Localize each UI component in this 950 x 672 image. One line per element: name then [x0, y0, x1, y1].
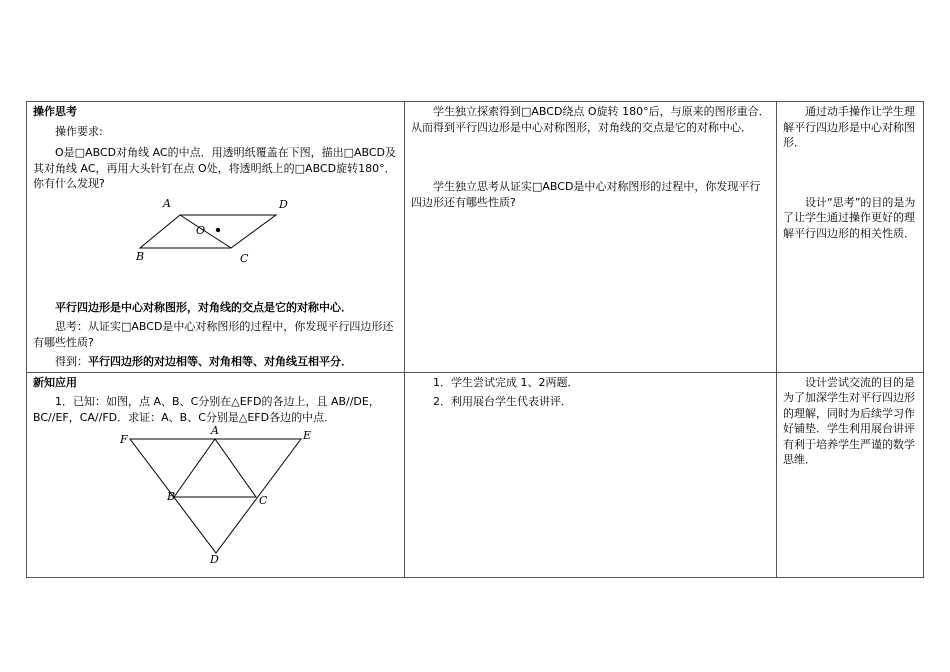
problem-text: 1．已知：如图，点 A、B、C分别在△EFD的各边上，且 AB//DE，BC//EF，CA//FD．求证：A、B、C分别是△EFD各边的中点．	[33, 395, 380, 424]
label-e: E	[303, 429, 312, 442]
label-a: A	[163, 196, 171, 210]
cell-design-intent-1	[777, 102, 924, 373]
think-paragraph	[33, 319, 398, 350]
label-d: D	[279, 197, 288, 211]
activity-para-2: 学生独立思考从证实□ABCD是中心对称图形的过程中，你发现平行四边形还有哪些性质?	[411, 180, 761, 209]
activity-para-1: 学生独立探索得到□ABCD绕点 O旋转 180°后，与原来的图形重合．从而得到平行四边形是中心对称图形，对角线的交点是它的对称中心．	[411, 105, 770, 134]
lesson-plan-table	[26, 101, 924, 578]
pin-point	[216, 227, 220, 231]
requirement-text: O是□ABCD对角线 AC的中点．用透明纸覆盖在下图，描出□ABCD及其对角线 AC，再用大头针钉在点 O处，将透明纸上的□ABCD旋转180°．你有什么发现?	[33, 146, 397, 190]
label-o: O	[196, 223, 206, 237]
cell-student-activity-1	[405, 102, 777, 373]
label-f: F	[120, 433, 128, 446]
diagonal-ac	[180, 215, 231, 248]
triangle-efd	[130, 439, 301, 553]
cell-content-operation	[27, 102, 405, 373]
think-prefix: 思考：	[55, 320, 88, 333]
section-heading-2: 新知应用	[33, 375, 77, 389]
label-c2: C	[259, 494, 268, 507]
label-c: C	[240, 251, 249, 265]
cell-design-intent-2	[777, 372, 924, 577]
intent-para-1: 通过动手操作让学生理解平行四边形是中心对称图形．	[783, 105, 915, 149]
think-text: 从证实□ABCD是中心对称图形的过程中，你发现平行四边形还有哪些性质?	[33, 320, 394, 349]
activity-item-2: 2．利用展台学生代表讲评．	[433, 395, 572, 408]
cell-student-activity-2	[405, 372, 777, 577]
cell-content-application	[27, 372, 405, 577]
section-heading: 操作思考	[33, 105, 77, 118]
intent-para-3: 设计尝试交流的目的是为了加深学生对平行四边形的理解，同时为后续学习作好铺垫．学生利用展台讲评有利于培养学生严谨的数学思维．	[783, 375, 915, 466]
label-b2: B	[167, 490, 176, 503]
parallelogram-shape	[140, 215, 276, 248]
result-prefix: 得到：	[55, 355, 88, 368]
triangle-abc	[174, 439, 256, 497]
requirement-label: 操作要求:	[55, 124, 103, 138]
intent-para-2: 设计“思考”的目的是为了让学生通过操作更好的理解平行四边形的相关性质．	[783, 195, 916, 240]
label-b: B	[136, 249, 145, 263]
activity-item-1: 1．学生尝试完成 1、2两题．	[433, 375, 579, 389]
label-d2: D	[210, 553, 219, 566]
parallelogram-figure	[33, 192, 397, 300]
result-paragraph	[33, 354, 398, 370]
row-operation-thinking	[27, 102, 924, 373]
label-a2: A	[211, 424, 219, 437]
triangle-figure	[33, 424, 397, 566]
result-text: 平行四边形的对边相等、对角相等、对角线互相平分．	[88, 355, 352, 368]
conclusion-text: 平行四边形是中心对称图形，对角线的交点是它的对称中心．	[55, 300, 352, 314]
row-new-knowledge-application	[27, 372, 924, 577]
